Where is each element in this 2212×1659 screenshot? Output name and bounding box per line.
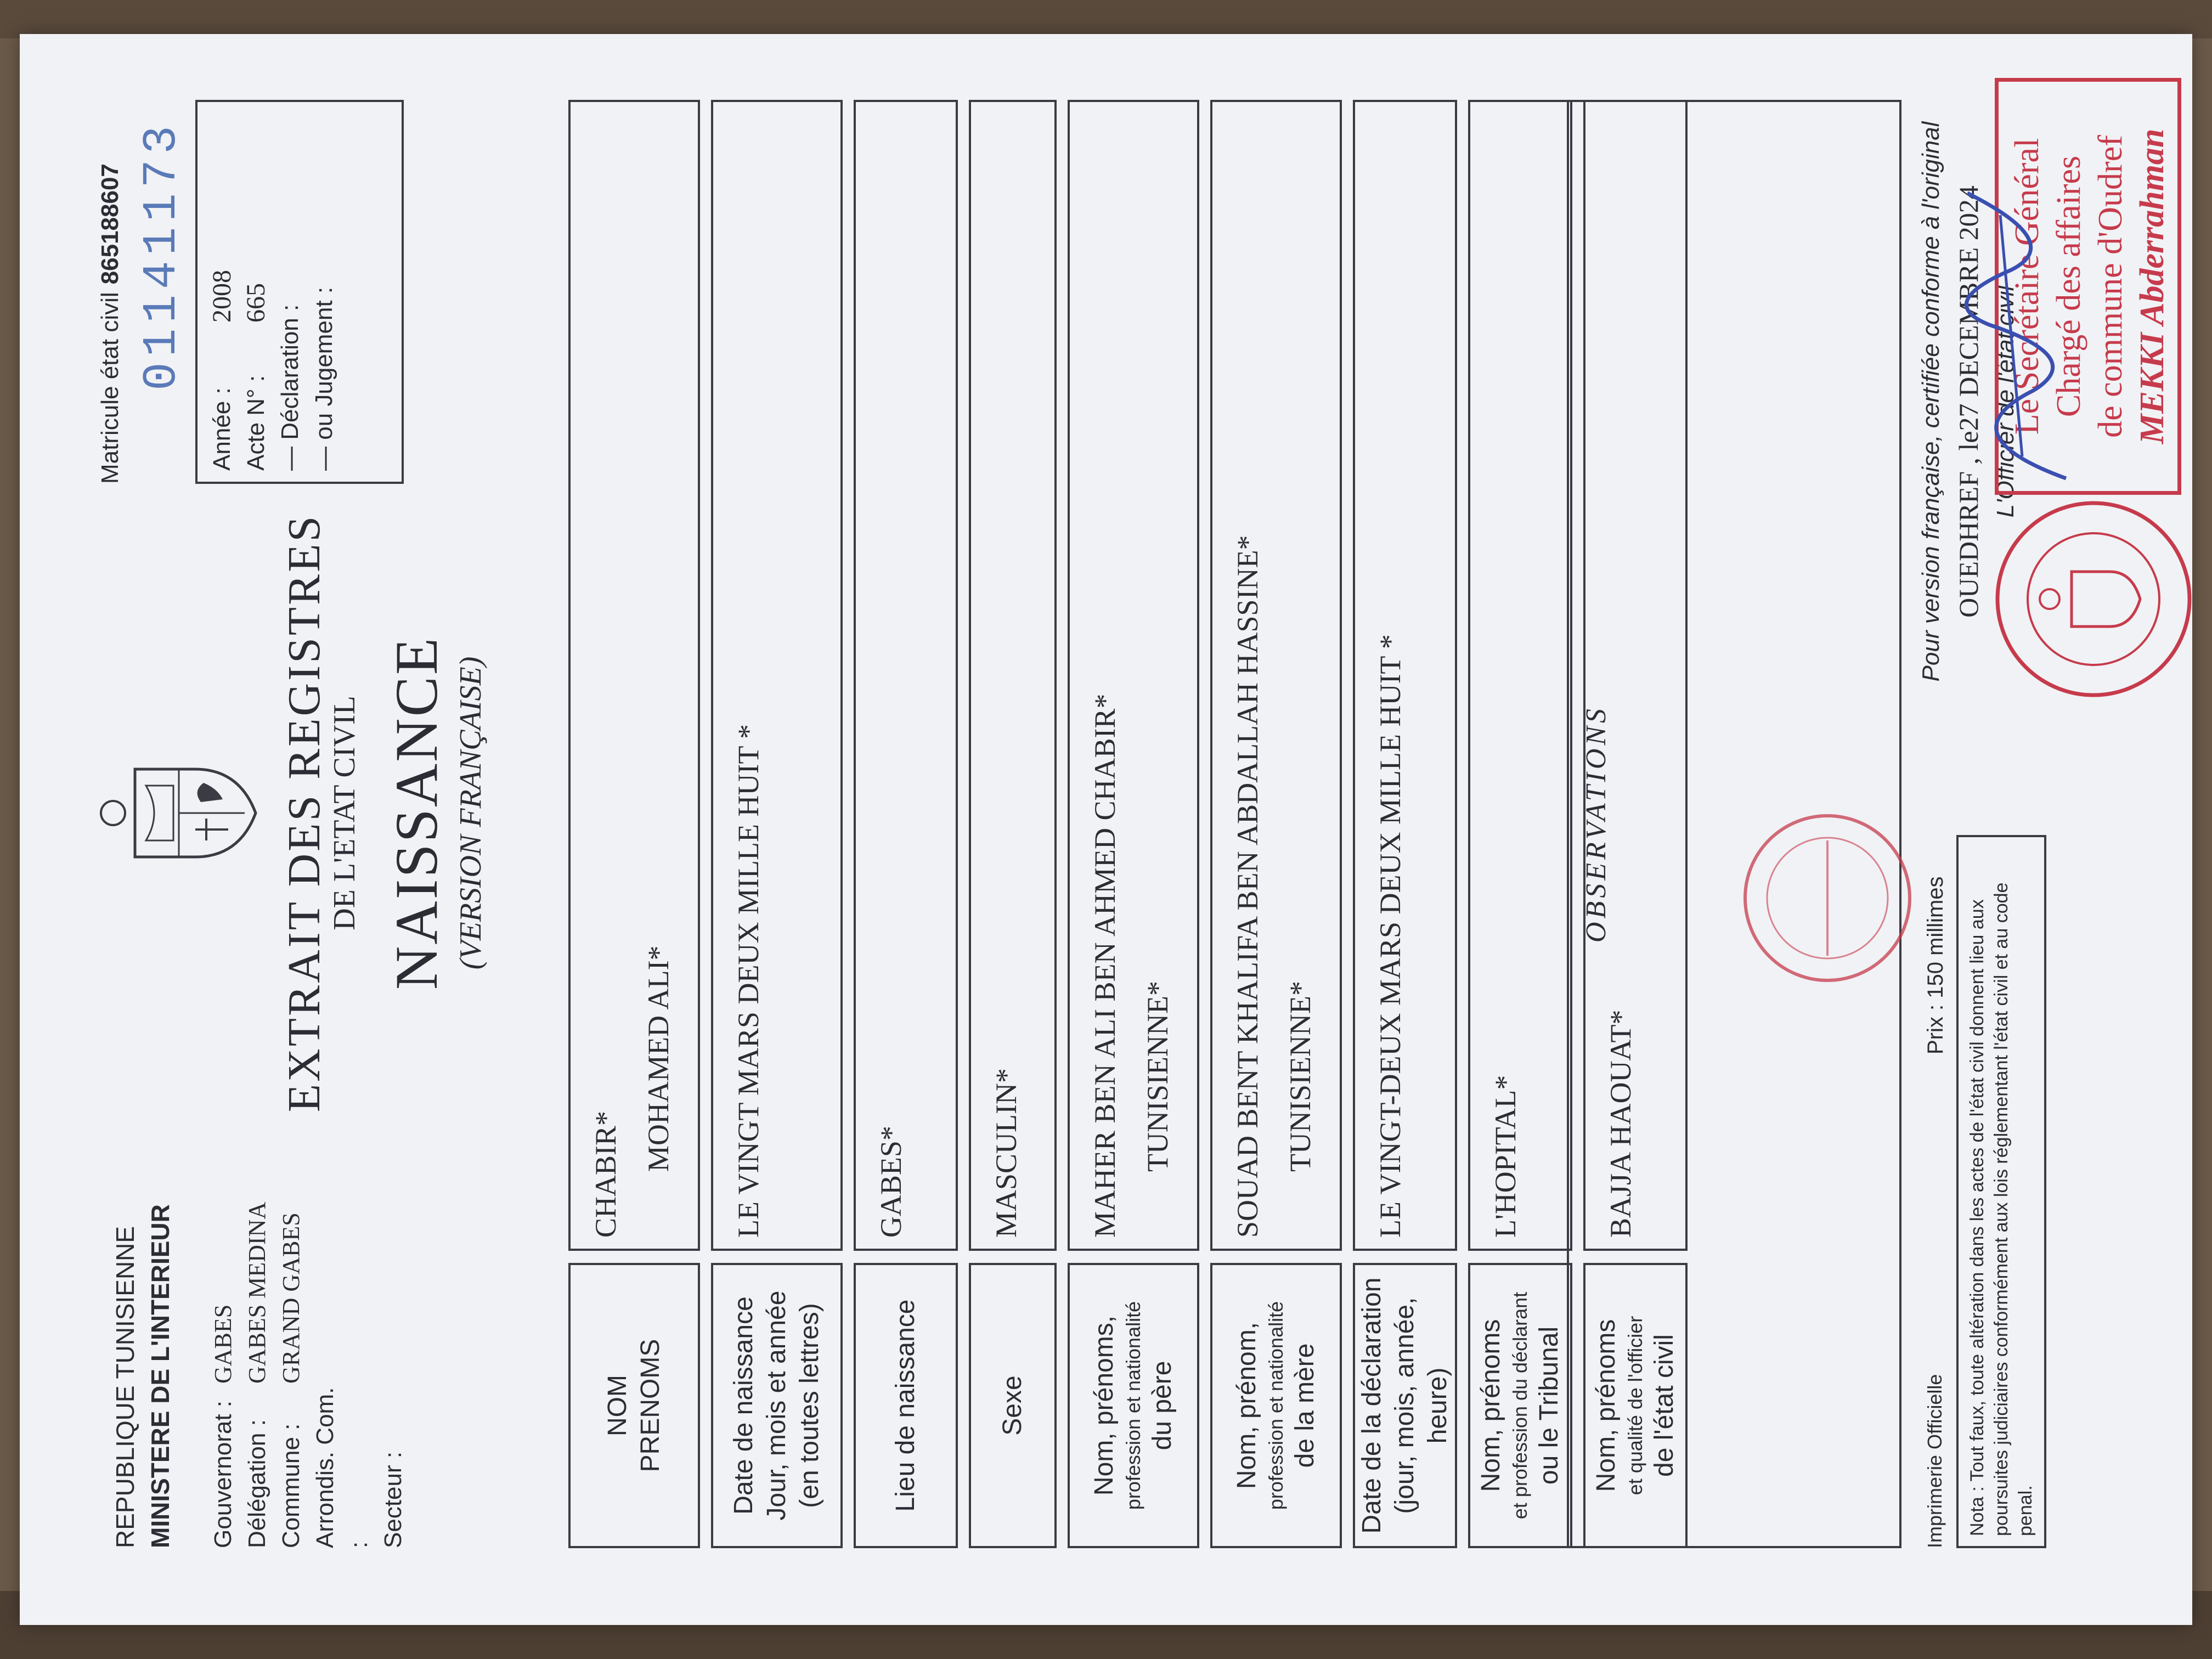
form-row-pere	[1068, 100, 1199, 1548]
admin-value: GABES	[210, 1304, 236, 1384]
officier-sub: et qualité de l'officier	[1624, 1316, 1646, 1496]
title-etat-civil: DE L'ETAT CIVIL	[328, 696, 362, 930]
country-name: REPUBLIQUE TUNISIENNE	[111, 1226, 139, 1548]
admin-row	[308, 1202, 376, 1548]
certification-text: Pour version française, certifiée conforme à l'original	[1917, 121, 1944, 682]
lieu-value: GABES*	[854, 100, 958, 1251]
pere-nationalite: TUNISIENNE*	[1141, 981, 1174, 1172]
form-row-mere	[1210, 100, 1342, 1548]
birth-certificate-paper	[20, 34, 2192, 1625]
nom-prenoms-value	[568, 100, 700, 1251]
title-extrait: EXTRAIT DES REGISTRES	[279, 514, 330, 1113]
pere-value: MAHER BEN ALI BEN AHMED CHABIR*	[1088, 693, 1121, 1238]
declaration-label: — Déclaration :	[276, 304, 303, 471]
admin-block	[206, 1202, 410, 1548]
declarant-sub: et profession du déclarant	[1509, 1291, 1531, 1520]
mere-label2: de la mère	[1290, 1343, 1319, 1468]
stamp-line1: Le Secrétaire Général	[2008, 138, 2046, 435]
form-row-lieu	[854, 100, 958, 1548]
admin-row	[240, 1202, 274, 1548]
date-naissance-value: LE VINGT MARS DEUX MILLE HUIT *	[711, 100, 843, 1251]
admin-value: GRAND GABES	[278, 1212, 304, 1384]
lieu-label: Lieu de naissance	[854, 1263, 958, 1548]
annee-label: Année :	[208, 387, 235, 471]
form-row-date-naissance	[711, 100, 843, 1548]
imprimerie-label: Imprimerie Officielle	[1923, 1374, 1946, 1548]
acte-box	[195, 100, 404, 484]
observations-label: OBSERVATIONS	[1581, 705, 1612, 943]
declarant-label: Nom, prénoms	[1476, 1319, 1505, 1492]
declarant-label2: ou le Tribunal	[1534, 1326, 1564, 1485]
mere-value: SOUAD BENT KHALIFA BEN ABDALLAH HASSINE*	[1231, 535, 1264, 1238]
declaration-date-label: Date de la déclaration	[1357, 1277, 1386, 1534]
acte-row	[239, 113, 273, 471]
form-row-nom	[568, 100, 700, 1548]
prenoms-value: MOHAMED ALI*	[642, 945, 675, 1172]
declaration-date-value: LE VINGT-DEUX MARS DEUX MILLE HUIT *	[1353, 100, 1457, 1251]
declaration-date-sub: (jour, mois, année, heure)	[1390, 1297, 1452, 1514]
jugement-label: — ou Jugement :	[311, 286, 337, 471]
nom-prenoms-label	[568, 1263, 700, 1548]
pere-label2: du père	[1148, 1361, 1177, 1451]
certification-officier: L'Officier de l'état civil	[1992, 285, 2019, 518]
date-naissance-sub: Jour, mois et année (en toutes lettres)	[762, 1290, 824, 1521]
annee-value: 2008	[207, 270, 236, 323]
admin-row	[274, 1202, 308, 1548]
matricule	[97, 163, 124, 484]
matricule-value: 865188607	[97, 163, 123, 285]
ministry-name: MINISTERE DE L'INTERIEUR	[146, 1204, 174, 1548]
pere-value-cell	[1068, 100, 1199, 1251]
mere-label-cell	[1210, 1263, 1342, 1548]
serial-number: 01141173	[135, 120, 189, 391]
admin-label: Commune :	[278, 1423, 304, 1548]
certification-day: 27	[1953, 403, 1984, 431]
stamp-line3: de commune d'Oudref	[2092, 135, 2129, 438]
declaration-label-cell	[1353, 1263, 1457, 1548]
nom-value: CHABIR*	[589, 1110, 622, 1238]
title-naissance: NAISSANCE	[383, 636, 450, 990]
certification-date-prefix: , le	[1953, 431, 1984, 465]
officier-label: Nom, prénoms	[1592, 1319, 1621, 1492]
acte-label: Acte N° :	[242, 375, 269, 471]
nom-label: NOM	[603, 1375, 632, 1436]
mere-value-cell	[1210, 100, 1342, 1251]
mere-nationalite: TUNISIENNE*	[1284, 981, 1317, 1172]
prenoms-label: PRENOMS	[636, 1339, 665, 1472]
form-row-declarant	[1468, 100, 1572, 1548]
mere-sub: profession et nationalité	[1265, 1301, 1287, 1510]
admin-label: Secteur :	[380, 1451, 407, 1548]
pere-label-cell	[1068, 1263, 1199, 1548]
certificate-form	[568, 100, 1699, 1548]
admin-label: Délégation :	[244, 1419, 270, 1548]
nota-box: Nota : Tout faux, toute altération dans les actes de l'état civil donnent lieu aux poursuites judiciaires conformément aux lois réglementant l'état civil et au code penal.	[1956, 835, 2046, 1548]
officier-label2: de l'état civil	[1650, 1334, 1679, 1477]
tunisia-coat-of-arms-icon	[97, 747, 261, 879]
pere-label: Nom, prénoms,	[1090, 1315, 1119, 1496]
sexe-value: MASCULIN*	[969, 100, 1057, 1251]
acte-value: 665	[241, 283, 270, 323]
admin-label: Arrondis. Com. :	[312, 1387, 373, 1548]
header-left	[108, 1204, 178, 1548]
pere-sub: profession et nationalité	[1122, 1301, 1144, 1510]
declarant-value: L'HOPITAL*	[1468, 100, 1572, 1251]
date-naissance-label-cell	[711, 1263, 843, 1548]
mere-label: Nom, prénom,	[1232, 1322, 1261, 1489]
admin-label: Gouvernorat :	[210, 1400, 236, 1548]
background-top	[0, 0, 2212, 38]
acte-row	[205, 113, 239, 471]
certification-place: OUEDHREF	[1953, 471, 1984, 618]
signature-icon	[1923, 160, 2099, 500]
stamp-line2: Chargé des affaires	[2050, 155, 2087, 417]
finance-stamp-icon	[1737, 808, 1918, 989]
admin-value: GABES MEDINA	[244, 1201, 270, 1384]
admin-row	[376, 1202, 410, 1548]
form-row-declaration	[1353, 100, 1457, 1548]
declarant-label-cell	[1468, 1263, 1572, 1548]
date-naissance-label: Date de naissance	[729, 1296, 758, 1515]
stamp-line4: MEKKI Abderrahman	[2134, 128, 2171, 444]
municipality-round-stamp-icon	[1989, 495, 2198, 703]
sexe-label: Sexe	[969, 1263, 1057, 1548]
officier-value: BAJJA HAOUAT*	[1583, 100, 1688, 1251]
matricule-label: Matricule état civil	[97, 292, 123, 484]
admin-row	[206, 1202, 240, 1548]
certification-month-year: DECEMBRE 2024	[1953, 185, 1984, 397]
form-row-sexe	[969, 100, 1057, 1548]
prix-label: Prix : 150 millimes	[1923, 876, 1948, 1054]
title-version: (VERSION FRANÇAISE)	[454, 656, 488, 970]
